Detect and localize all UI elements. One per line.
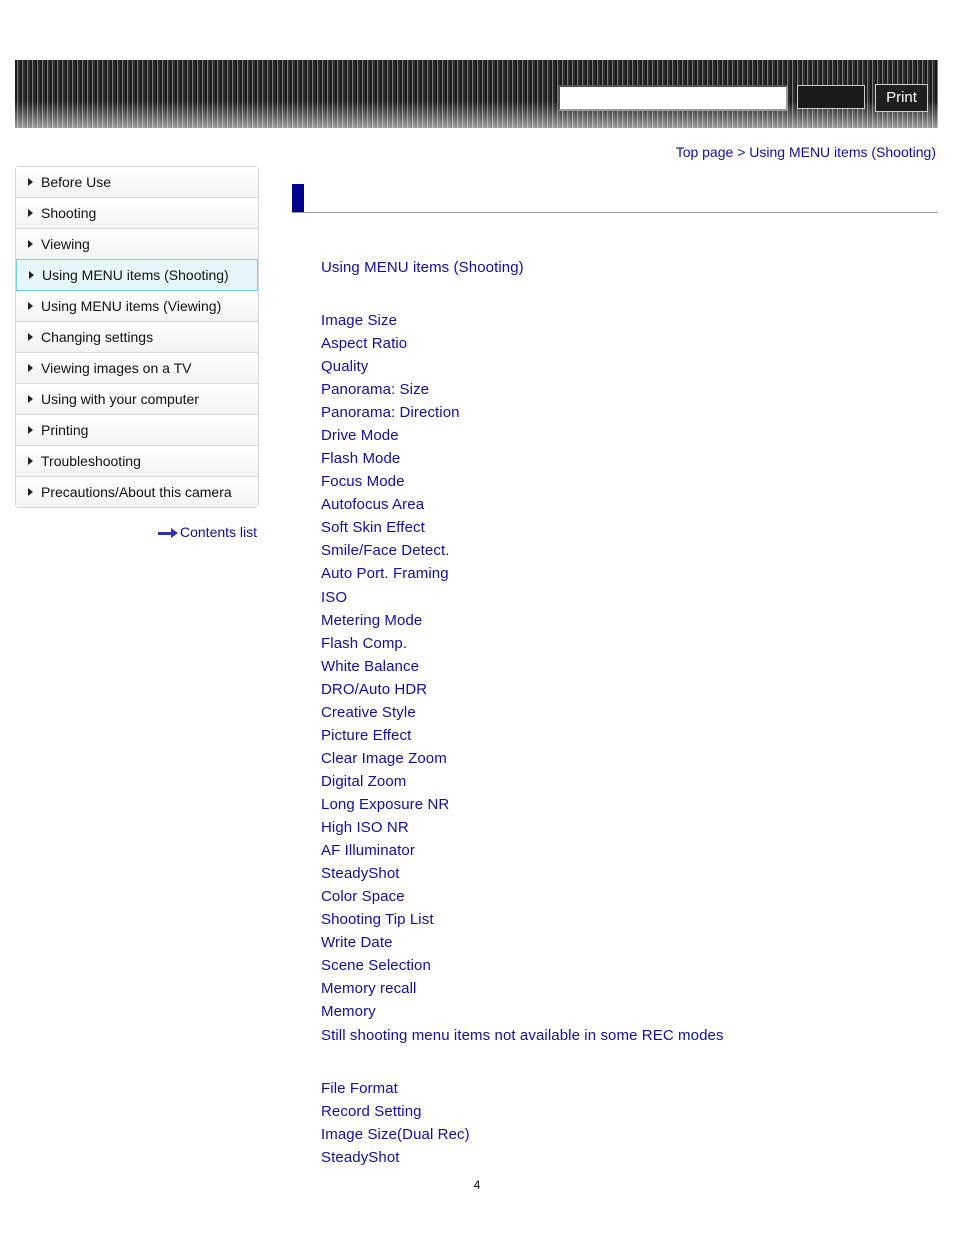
menu-link[interactable]: Metering Mode xyxy=(321,612,423,629)
sidebar-item-label: Viewing xyxy=(41,236,90,252)
sidebar-item-viewing-tv[interactable] xyxy=(16,353,258,384)
menu-link[interactable]: Memory recall xyxy=(321,980,417,997)
menu-link[interactable]: Still shooting menu items not available in some REC modes xyxy=(321,1027,724,1044)
sidebar-item-label: Precautions/About this camera xyxy=(41,484,232,500)
triangle-right-icon xyxy=(28,488,33,496)
breadcrumb-separator: > xyxy=(737,144,746,160)
triangle-right-icon xyxy=(28,395,33,403)
menu-link[interactable]: Smile/Face Detect. xyxy=(321,542,450,559)
title-accent-bar xyxy=(292,184,304,213)
arrow-right-icon xyxy=(158,528,178,538)
menu-link[interactable]: Creative Style xyxy=(321,704,416,721)
sidebar-item-label: Viewing images on a TV xyxy=(41,360,192,376)
menu-link[interactable]: Image Size xyxy=(321,312,398,329)
page-number: 4 xyxy=(473,1178,481,1192)
sidebar-item-viewing[interactable] xyxy=(16,229,258,260)
print-button[interactable]: Print xyxy=(875,84,928,112)
menu-link[interactable]: ISO xyxy=(321,589,348,606)
breadcrumb-current[interactable]: Using MENU items (Shooting) xyxy=(749,144,936,160)
sidebar-nav xyxy=(15,166,259,508)
sidebar-item-label: Before Use xyxy=(41,174,112,190)
menu-link[interactable]: Write Date xyxy=(321,934,393,951)
sidebar-item-changing-settings[interactable] xyxy=(16,322,258,353)
contents-list-label: Contents list xyxy=(180,524,258,540)
menu-link[interactable]: Digital Zoom xyxy=(321,773,407,790)
menu-link[interactable]: DRO/Auto HDR xyxy=(321,681,428,698)
triangle-right-icon xyxy=(28,178,33,186)
menu-link[interactable]: SteadyShot xyxy=(321,865,400,882)
menu-link[interactable]: Focus Mode xyxy=(321,473,405,490)
triangle-right-icon xyxy=(28,302,33,310)
menu-link[interactable]: Drive Mode xyxy=(321,427,399,444)
menu-link[interactable]: Panorama: Size xyxy=(321,381,430,398)
sidebar-item-troubleshooting[interactable] xyxy=(16,446,258,477)
menu-link[interactable]: Clear Image Zoom xyxy=(321,750,447,767)
menu-link[interactable]: Aspect Ratio xyxy=(321,335,408,352)
movie-menu-link[interactable]: Record Setting xyxy=(321,1103,422,1120)
menu-link[interactable]: Color Space xyxy=(321,888,405,905)
menu-link[interactable]: Memory xyxy=(321,1003,376,1020)
triangle-right-icon xyxy=(28,209,33,217)
sidebar-item-label: Changing settings xyxy=(41,329,154,345)
sidebar-item-label: Troubleshooting xyxy=(41,453,141,469)
triangle-right-icon xyxy=(28,457,33,465)
menu-link[interactable]: AF Illuminator xyxy=(321,842,415,859)
sidebar-item-shooting[interactable] xyxy=(16,198,258,229)
sidebar-item-label: Using with your computer xyxy=(41,391,199,407)
sidebar-item-label: Shooting xyxy=(41,205,97,221)
menu-link[interactable]: High ISO NR xyxy=(321,819,409,836)
sidebar-item-precautions[interactable] xyxy=(16,477,258,507)
menu-link[interactable]: Picture Effect xyxy=(321,727,412,744)
breadcrumb-top-page[interactable]: Top page xyxy=(675,144,734,160)
menu-link[interactable]: Flash Mode xyxy=(321,450,401,467)
menu-link[interactable]: Scene Selection xyxy=(321,957,431,974)
menu-link[interactable]: Autofocus Area xyxy=(321,496,425,513)
triangle-right-icon xyxy=(28,240,33,248)
sidebar-item-label: Using MENU items (Viewing) xyxy=(41,298,222,314)
sidebar-item-label: Printing xyxy=(41,422,89,438)
sidebar-item-before-use[interactable] xyxy=(16,167,258,198)
menu-link[interactable]: Shooting Tip List xyxy=(321,911,434,928)
menu-link[interactable]: Flash Comp. xyxy=(321,635,408,652)
triangle-right-icon xyxy=(28,333,33,341)
breadcrumb xyxy=(676,144,936,160)
contents-list-link[interactable] xyxy=(158,524,257,540)
triangle-right-icon xyxy=(29,271,34,279)
sidebar-item-computer[interactable] xyxy=(16,384,258,415)
triangle-right-icon xyxy=(28,426,33,434)
movie-menu-link[interactable]: Image Size(Dual Rec) xyxy=(321,1126,470,1143)
movie-menu-link[interactable]: File Format xyxy=(321,1080,398,1097)
menu-link[interactable]: Auto Port. Framing xyxy=(321,565,449,582)
movie-menu-link[interactable]: SteadyShot xyxy=(321,1149,400,1166)
title-divider xyxy=(292,212,938,213)
menu-link[interactable]: Panorama: Direction xyxy=(321,404,460,421)
sidebar-item-menu-shooting[interactable] xyxy=(16,259,258,291)
menu-link[interactable]: White Balance xyxy=(321,658,420,675)
sidebar-item-label: Using MENU items (Shooting) xyxy=(42,267,229,283)
sidebar-item-menu-viewing[interactable] xyxy=(16,291,258,322)
menu-link[interactable]: Soft Skin Effect xyxy=(321,519,425,536)
search-input[interactable] xyxy=(558,85,788,111)
search-button[interactable] xyxy=(797,85,865,109)
menu-link[interactable]: Long Exposure NR xyxy=(321,796,450,813)
menu-link[interactable]: Quality xyxy=(321,358,369,375)
sidebar-item-printing[interactable] xyxy=(16,415,258,446)
section-heading-link[interactable]: Using MENU items (Shooting) xyxy=(321,259,524,276)
triangle-right-icon xyxy=(28,364,33,372)
